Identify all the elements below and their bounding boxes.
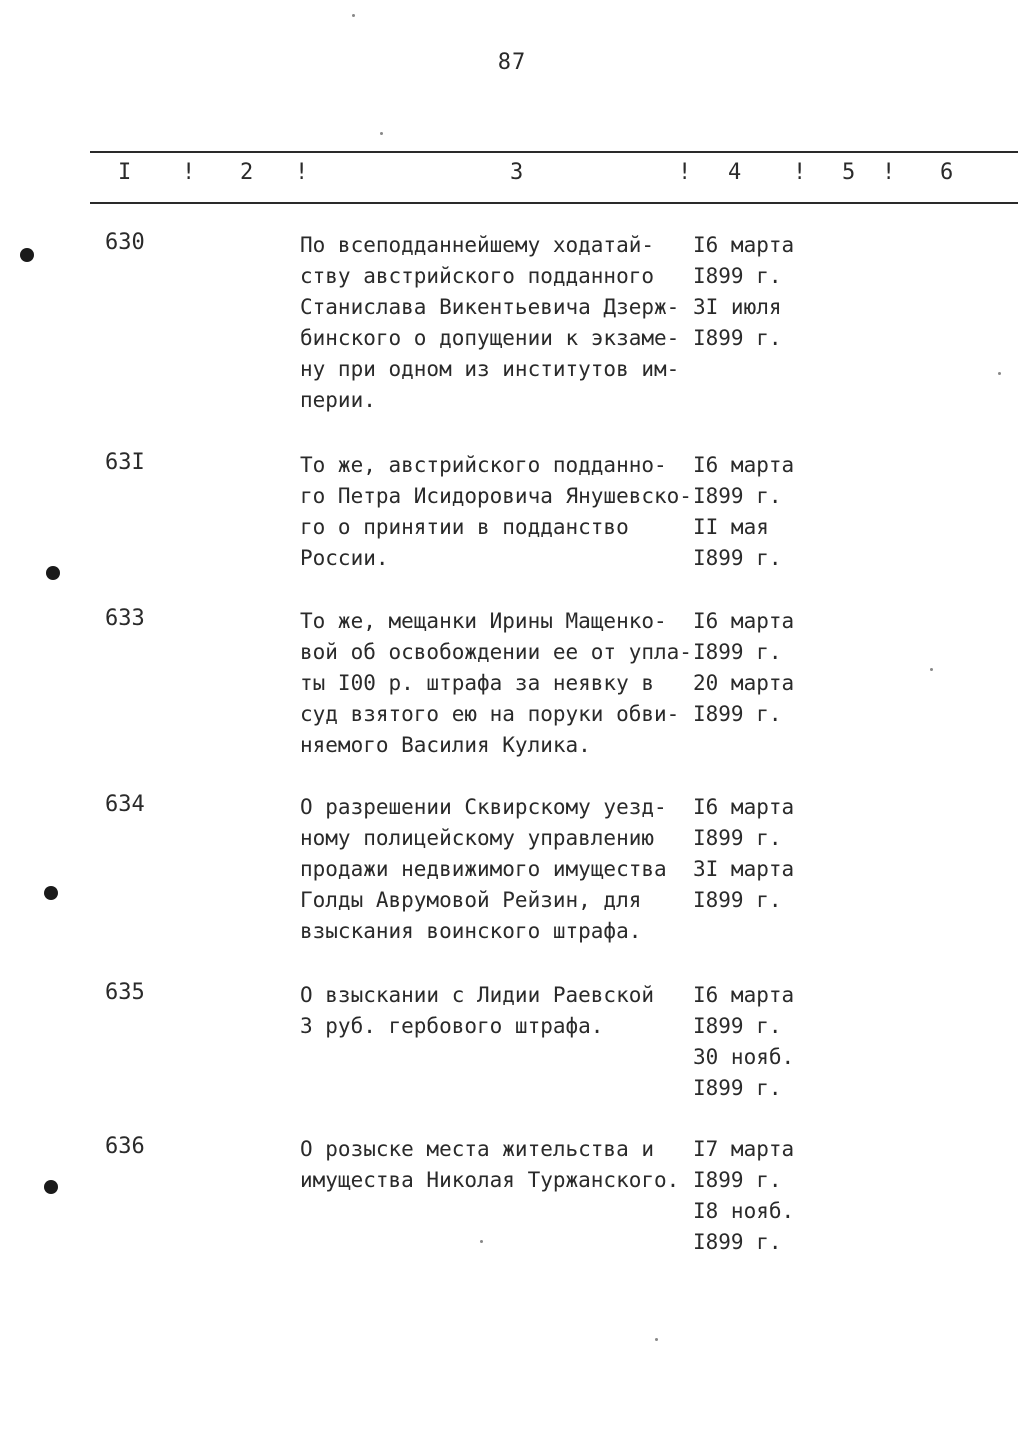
description-line: О взыскании с Лидии Раевской — [300, 983, 655, 1007]
description-line: взыскания воинского штрафа. — [300, 919, 642, 943]
date-line: I899 г. — [693, 702, 782, 726]
description-line: По всеподданнейшему ходатай- — [300, 233, 655, 257]
date-line: I8 нояб. — [693, 1199, 795, 1223]
date-line: I6 марта — [693, 983, 795, 1007]
date-line: 3I марта — [693, 857, 795, 881]
punch-hole — [46, 566, 60, 580]
description-line: О розыске места жительства и — [300, 1137, 655, 1161]
date-line: I899 г. — [693, 1230, 782, 1254]
date-line: I6 марта — [693, 233, 795, 257]
page-number: 87 — [497, 50, 527, 75]
description-line: имущества Николая Туржанского. — [300, 1168, 680, 1192]
scan-speck — [480, 1240, 483, 1243]
header-sep-4: ! — [793, 160, 807, 185]
description-line: ству австрийского подданного — [300, 264, 655, 288]
date-line: I6 марта — [693, 453, 795, 477]
header-sep-5: ! — [882, 160, 896, 185]
punch-hole — [44, 1180, 58, 1194]
description-line: перии. — [300, 388, 376, 412]
description-line: ты I00 р. штрафа за неявку в — [300, 671, 655, 695]
table-header — [90, 160, 1018, 194]
scan-speck — [380, 132, 383, 135]
date-line: I899 г. — [693, 1014, 782, 1038]
scan-speck — [655, 1338, 658, 1341]
header-col-6: 6 — [940, 160, 954, 185]
date-line: 20 марта — [693, 671, 795, 695]
header-col-5: 5 — [842, 160, 856, 185]
header-col-3: 3 — [510, 160, 524, 185]
description-line: няемого Василия Кулика. — [300, 733, 591, 757]
entry-dates — [693, 450, 833, 574]
date-line: 3I июля — [693, 295, 782, 319]
entry-dates — [693, 1134, 833, 1258]
header-sep-3: ! — [678, 160, 692, 185]
entry-number: 636 — [105, 1134, 145, 1159]
entry-dates — [693, 230, 833, 354]
date-line: I899 г. — [693, 264, 782, 288]
scan-speck — [998, 372, 1001, 375]
entry-number: 630 — [105, 230, 145, 255]
entry-description — [300, 1134, 690, 1196]
description-line: го Петра Исидоровича Янушевско- — [300, 484, 692, 508]
date-line: I899 г. — [693, 826, 782, 850]
date-line: I7 марта — [693, 1137, 795, 1161]
description-line: го о принятии в подданство — [300, 515, 629, 539]
header-sep-1: ! — [182, 160, 196, 185]
header-sep-2: ! — [295, 160, 309, 185]
punch-hole — [20, 248, 34, 262]
date-line: I899 г. — [693, 1076, 782, 1100]
entry-number: 63I — [105, 450, 145, 475]
description-line: суд взятого ею на поруки обви- — [300, 702, 680, 726]
date-line: I899 г. — [693, 640, 782, 664]
entry-description — [300, 230, 690, 416]
entry-description — [300, 606, 690, 761]
header-col-2: 2 — [240, 160, 254, 185]
header-col-1: I — [118, 160, 132, 185]
date-line: I6 марта — [693, 795, 795, 819]
entry-dates — [693, 792, 833, 916]
date-line: 30 нояб. — [693, 1045, 795, 1069]
description-line: О разрешении Сквирскому уезд- — [300, 795, 667, 819]
entry-number: 633 — [105, 606, 145, 631]
description-line: ному полицейскому управлению — [300, 826, 655, 850]
date-line: I899 г. — [693, 1168, 782, 1192]
description-line: Станислава Викентьевича Дзерж- — [300, 295, 680, 319]
scan-speck — [930, 668, 933, 671]
description-line: Голды Аврумовой Рейзин, для — [300, 888, 642, 912]
date-line: II мая — [693, 515, 769, 539]
description-line: России. — [300, 546, 389, 570]
entry-description — [300, 980, 690, 1042]
header-col-4: 4 — [728, 160, 742, 185]
table-top-rule — [90, 151, 1018, 153]
date-line: I899 г. — [693, 326, 782, 350]
date-line: I6 марта — [693, 609, 795, 633]
description-line: продажи недвижимого имущества — [300, 857, 667, 881]
date-line: I899 г. — [693, 484, 782, 508]
description-line: бинского о допущении к экзаме- — [300, 326, 680, 350]
date-line: I899 г. — [693, 888, 782, 912]
date-line: I899 г. — [693, 546, 782, 570]
entry-number: 634 — [105, 792, 145, 817]
punch-hole — [44, 886, 58, 900]
table-header-rule — [90, 202, 1018, 204]
description-line: То же, австрийского подданно- — [300, 453, 667, 477]
entry-dates — [693, 980, 833, 1104]
scan-speck — [352, 14, 355, 17]
entry-description — [300, 792, 690, 947]
description-line: 3 руб. гербового штрафа. — [300, 1014, 604, 1038]
description-line: То же, мещанки Ирины Мащенко- — [300, 609, 667, 633]
description-line: вой об освобождении ее от упла- — [300, 640, 692, 664]
description-line: ну при одном из институтов им- — [300, 357, 680, 381]
entry-number: 635 — [105, 980, 145, 1005]
entry-description — [300, 450, 690, 574]
entry-dates — [693, 606, 833, 730]
